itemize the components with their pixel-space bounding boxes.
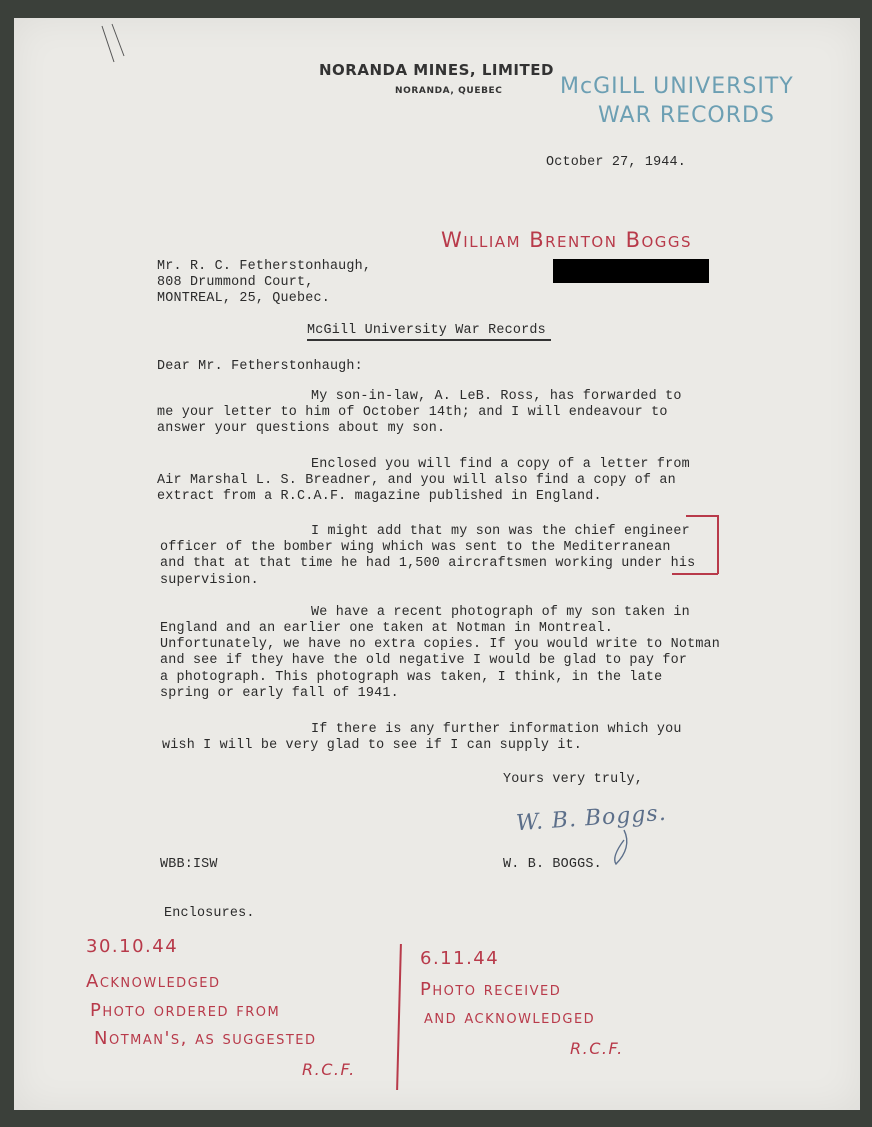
- body-line: supervision.: [160, 573, 259, 588]
- body-line: If there is any further information which you: [311, 722, 682, 737]
- body-line: wish I will be very glad to see if I can supply it.: [162, 738, 583, 753]
- redaction-bar: [553, 259, 709, 283]
- margin-bracket-bottom: [672, 573, 718, 575]
- notes-divider: [396, 944, 402, 1090]
- typist-initials: WBB:ISW: [160, 857, 218, 872]
- note-left-date: 30.10.44: [86, 936, 179, 957]
- handwritten-name: William Brenton Boggs: [441, 228, 693, 252]
- body-line: My son-in-law, A. LeB. Ross, has forwarded to: [311, 389, 682, 404]
- signer-name: W. B. BOGGS.: [503, 857, 602, 872]
- note-left-initials: R.C.F.: [302, 1060, 356, 1079]
- note-right-line: Photo received: [420, 979, 562, 1000]
- letterhead-location: NORANDA, QUEBEC: [395, 86, 503, 96]
- note-right-initials: R.C.F.: [570, 1039, 624, 1058]
- letter-date: October 27, 1944.: [546, 155, 687, 170]
- enclosures-note: Enclosures.: [164, 906, 255, 921]
- body-line: spring or early fall of 1941.: [160, 686, 399, 701]
- body-line: a photograph. This photograph was taken, I think, in the late: [160, 670, 663, 685]
- recipient-line: 808 Drummond Court,: [157, 275, 314, 290]
- letterhead-company: NORANDA MINES, LIMITED: [319, 61, 554, 79]
- note-left-line: Notman's, as suggested: [94, 1028, 317, 1049]
- margin-bracket-side: [717, 515, 719, 574]
- body-line: Unfortunately, we have no extra copies. If you would write to Notman: [160, 637, 721, 652]
- body-line: I might add that my son was the chief engineer: [311, 524, 690, 539]
- subject-underline: [307, 339, 551, 341]
- body-line: me your letter to him of October 14th; and I will endeavour to: [157, 405, 668, 420]
- recipient-line: MONTREAL, 25, Quebec.: [157, 291, 330, 306]
- note-left-line: Photo ordered from: [90, 1000, 281, 1021]
- body-line: Enclosed you will find a copy of a letter from: [311, 457, 690, 472]
- signature: W. B. Boggs.: [515, 800, 668, 837]
- letter-page: [14, 18, 860, 1110]
- body-line: answer your questions about my son.: [157, 421, 446, 436]
- body-line: officer of the bomber wing which was sent to the Mediterranean: [160, 540, 671, 555]
- body-line: and that at that time he had 1,500 aircraftsmen working under his: [160, 556, 696, 571]
- note-right-line: and acknowledged: [424, 1007, 596, 1028]
- body-line: England and an earlier one taken at Notman in Montreal.: [160, 621, 613, 636]
- margin-bracket-top: [686, 515, 718, 517]
- body-line: and see if they have the old negative I would be glad to pay for: [160, 653, 688, 668]
- stamp-line-2: WAR RECORDS: [598, 103, 775, 128]
- signature-flourish: [610, 828, 634, 868]
- note-left-line: Acknowledged: [86, 971, 221, 992]
- stamp-line-1: McGILL UNIVERSITY: [560, 74, 794, 99]
- body-line: extract from a R.C.A.F. magazine published in England.: [157, 489, 602, 504]
- closing: Yours very truly,: [503, 772, 644, 787]
- salutation: Dear Mr. Fetherstonhaugh:: [157, 359, 363, 374]
- body-line: We have a recent photograph of my son taken in: [311, 605, 690, 620]
- note-right-date: 6.11.44: [420, 948, 500, 969]
- crease-mark: [84, 22, 144, 82]
- body-line: Air Marshal L. S. Breadner, and you will also find a copy of an: [157, 473, 676, 488]
- subject-line: McGill University War Records: [307, 323, 546, 338]
- recipient-line: Mr. R. C. Fetherstonhaugh,: [157, 259, 372, 274]
